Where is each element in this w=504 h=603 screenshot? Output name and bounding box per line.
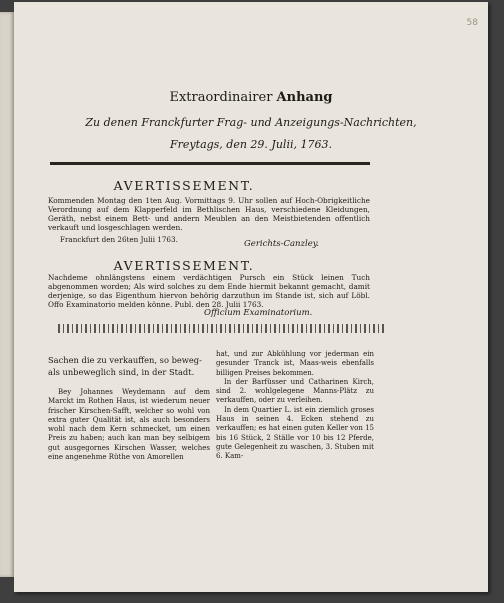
previous-page-edge — [0, 12, 14, 577]
avert2-heading: AVERTISSEMENT. — [113, 258, 255, 273]
header-subtitle: Zu denen Franckfurter Frag- und Anzeigungs-Nachrichten, — [85, 116, 417, 129]
page-number: 58 — [466, 18, 478, 28]
avert2-signature: Officium Examinatorium. — [204, 308, 313, 318]
header-title-prefix: Extraordinairer — [169, 90, 273, 105]
avert1-text: Kommenden Montag den 1ten Aug. Vormittags 9. Uhr sollen auf Hoch-Obrigkeitliche Verordnung auf dem Klapperfeld im Bethlischen Haus, verschiedene Kleidungen, Geräth, nebst einem Bett- und andern Meublen an den Meistbietenden offentlich verkauft und losgeschlagen werden. — [48, 196, 370, 232]
avert1-signature: Gerichts-Canzley. — [244, 239, 320, 249]
right-column-para-2: In der Barfüsser und Catharinen Kirch, sind 2. wohlgelegene Manns-Plätz zu verkauffen, oder zu verleihen. — [216, 377, 374, 405]
right-column-para-1: hat, und zur Abkühlung vor jederman ein gesunder Tranck ist, Maas-weis ebenfalls billigen Preises bekommen. — [216, 350, 374, 377]
avert2-text: Nachdeme ohnlängstens einem verdächtigen Pursch ein Stück leinen Tuch abgenommen worden; Als wird solches zu dem Ende hiermit bekannt gemacht, damit derjenige, so das Eigenthum hiervon behörig darzuthun im Stande ist, sich auf Löbl. Offo Examinatorio melden könne. Publ. den 28. Julii 1763. — [48, 273, 370, 309]
header-title-bold: Anhang — [276, 90, 333, 105]
left-column-text: Bey Johannes Weydemann auf dem Marckt im Rothen Haus, ist wiederum neuer frischer Kirschen-Safft, welcher so wohl von extra guter Qualität ist, als auch besonders wohl nach dem Kern schmecket, um einen Preis zu haben; auch kan man bey selbigem gut ausgegornes Kirschen Wasser, welches eine angenehme Rüthe von Amorellen — [48, 388, 210, 462]
document-page — [14, 2, 488, 592]
avert1-heading: AVERTISSEMENT. — [113, 178, 255, 193]
header-rule — [50, 162, 370, 165]
ornament-divider — [58, 324, 384, 333]
right-column — [216, 350, 374, 462]
header-date: Freytags, den 29. Julii, 1763. — [170, 138, 332, 151]
header-title — [14, 90, 488, 105]
section-heading: Sachen die zu verkauffen, so beweg- als unbeweglich sind, in der Stadt. — [48, 355, 202, 377]
avert1-date: Franckfurt den 26ten Julii 1763. — [60, 235, 178, 244]
right-column-para-3: In dem Quartier L. ist ein ziemlich groses Haus in seinen 4. Ecken stehend zu verkauffen; es hat einen guten Keller von 15 bis 16 Stück, 2 Ställe vor 10 bis 12 Pferde, gute Gelegenheit zu waschen, 3. Stuben mit 6. Kam- — [216, 405, 374, 461]
